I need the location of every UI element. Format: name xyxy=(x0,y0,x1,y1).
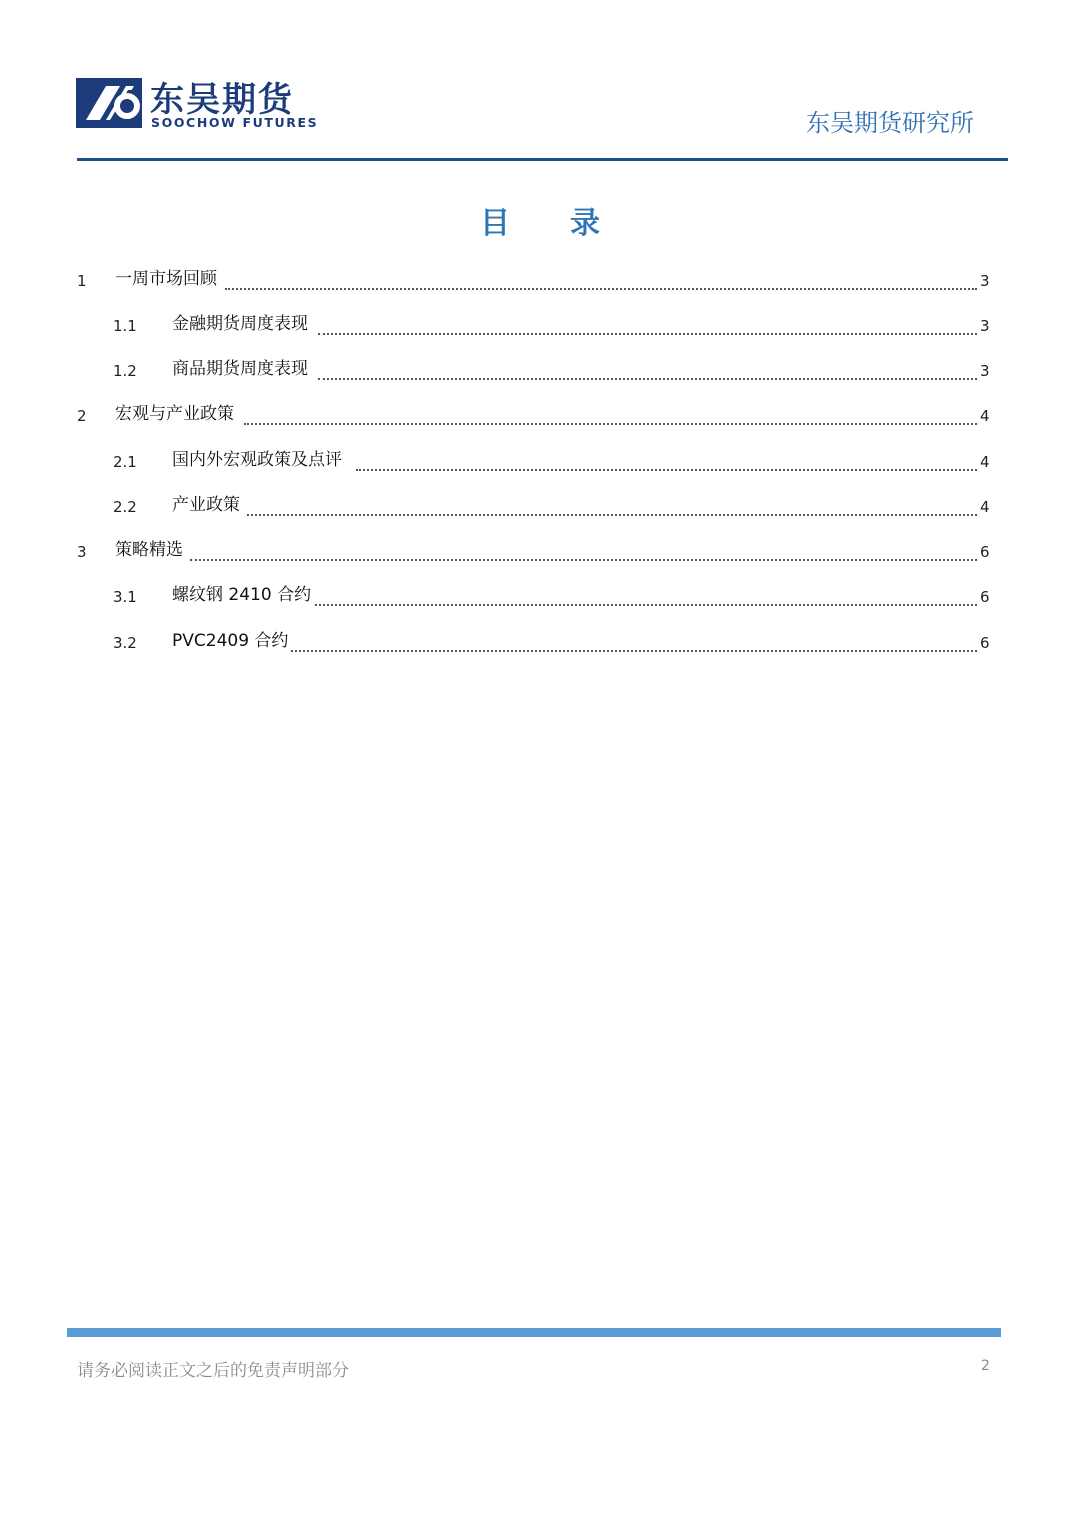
footer-divider xyxy=(67,1328,1001,1337)
toc-leader-dots xyxy=(282,648,977,652)
toc-entry-label[interactable]: 国内外宏观政策及点评 xyxy=(172,448,345,472)
logo-english-name: SOOCHOW FUTURES xyxy=(151,115,319,130)
toc-entry-label[interactable]: PVC2409 合约 xyxy=(172,629,291,653)
toc-entry-number: 2.1 xyxy=(113,453,137,471)
toc-entry-page: 3 xyxy=(978,314,990,338)
toc-entry-number: 1 xyxy=(77,272,87,290)
footer-disclaimer: 请务必阅读正文之后的免责声明部分 xyxy=(77,1361,349,1381)
toc-entry-page: 4 xyxy=(978,495,990,519)
toc-entry-label[interactable]: 金融期货周度表现 xyxy=(172,312,311,336)
toc-entry-label[interactable]: 宏观与产业政策 xyxy=(115,402,237,426)
toc-entry-label[interactable]: 商品期货周度表现 xyxy=(172,357,311,381)
toc-leader-dots xyxy=(190,557,977,561)
toc-leader-dots xyxy=(247,512,977,516)
toc-entry-page: 6 xyxy=(978,585,990,609)
toc-entry[interactable] xyxy=(0,310,1080,340)
toc-entry-number: 3.1 xyxy=(113,588,137,606)
toc-entry-page: 4 xyxy=(978,404,990,428)
soochow-logo-icon xyxy=(76,76,142,130)
toc-title xyxy=(0,198,1080,242)
toc-leader-dots xyxy=(318,331,977,335)
toc-leader-dots xyxy=(312,602,977,606)
toc-entry[interactable] xyxy=(0,265,1080,295)
page-number: 2 xyxy=(981,1358,990,1374)
logo-chinese-name: 东吴期货 xyxy=(150,80,294,120)
toc-entry-number: 2.2 xyxy=(113,498,137,516)
toc-title-right: 录 xyxy=(570,206,600,241)
toc-leader-dots xyxy=(244,421,977,425)
toc-entry-number: 1.1 xyxy=(113,317,137,335)
toc-title-left: 目 xyxy=(480,206,510,241)
toc-entry[interactable] xyxy=(0,355,1080,385)
toc-entry[interactable] xyxy=(0,491,1080,521)
header-divider xyxy=(77,158,1008,161)
toc-entry[interactable] xyxy=(0,400,1080,430)
toc-entry-label[interactable]: 策略精选 xyxy=(115,538,186,562)
toc-entry[interactable] xyxy=(0,627,1080,657)
toc-entry-page: 3 xyxy=(978,269,990,293)
toc-entry[interactable] xyxy=(0,536,1080,566)
toc-entry-page: 4 xyxy=(978,450,990,474)
toc-entry-page: 3 xyxy=(978,359,990,383)
toc-leader-dots xyxy=(356,467,977,471)
toc-entry-label[interactable]: 螺纹钢 2410 合约 xyxy=(172,583,314,607)
toc-entry-number: 2 xyxy=(77,407,87,425)
toc-entry-number: 1.2 xyxy=(113,362,137,380)
toc-leader-dots xyxy=(225,286,977,290)
toc-entry[interactable] xyxy=(0,446,1080,476)
toc-leader-dots xyxy=(318,376,977,380)
toc-entry-label[interactable]: 一周市场回顾 xyxy=(115,267,220,291)
toc-entry-label[interactable]: 产业政策 xyxy=(172,493,243,517)
toc-entry[interactable] xyxy=(0,581,1080,611)
toc-entry-number: 3.2 xyxy=(113,634,137,652)
toc-entry-page: 6 xyxy=(978,540,990,564)
institute-name: 东吴期货研究所 xyxy=(806,109,974,137)
company-logo xyxy=(76,76,326,132)
toc-entry-page: 6 xyxy=(978,631,990,655)
toc-entry-number: 3 xyxy=(77,543,87,561)
